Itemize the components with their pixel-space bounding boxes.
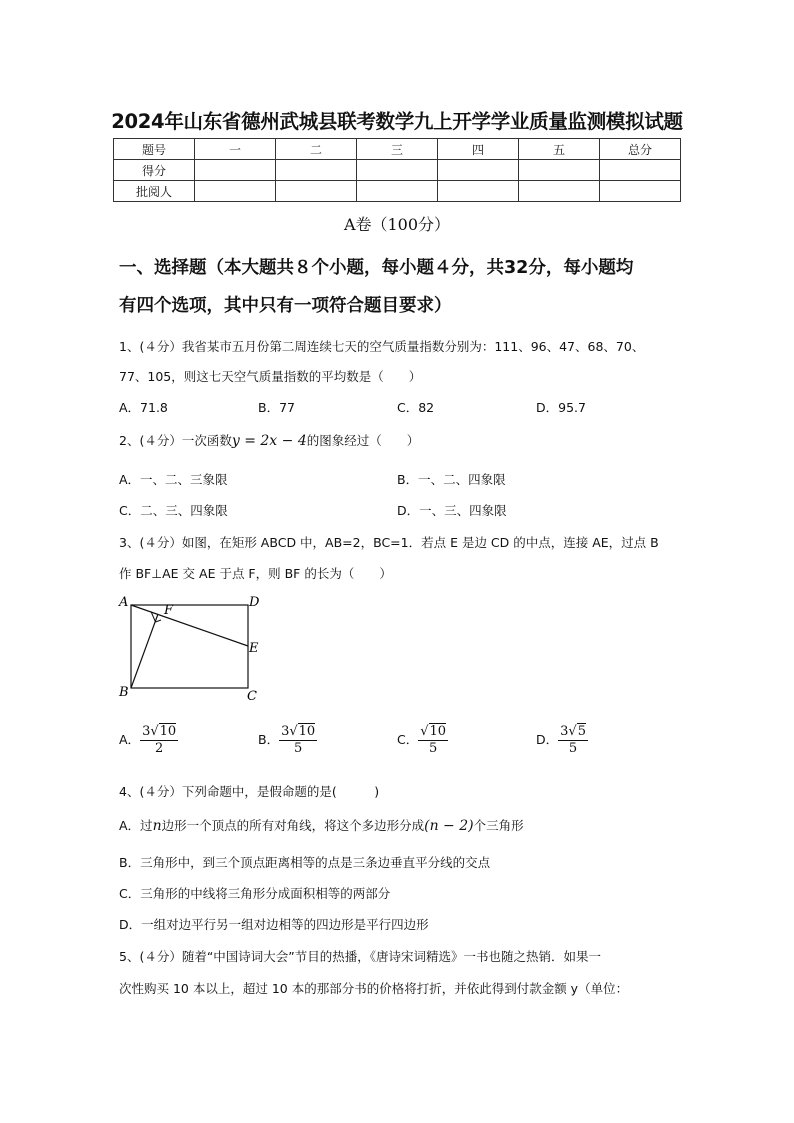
q1-stem-line1: 1、(４分）我省某市五月份第二周连续七天的空气质量指数分别为：111、96、47、68、70、: [119, 339, 645, 354]
radicand: 10: [298, 724, 316, 739]
denominator: 5: [568, 741, 578, 756]
denominator: 5: [429, 741, 438, 756]
q4-option-a-expr: (n − 2): [424, 818, 474, 834]
fraction: [558, 724, 588, 757]
radicand: 10: [159, 724, 177, 739]
score-cell: [600, 181, 681, 202]
q4-option-a-mid: 边形一个顶点的所有对角线，将这个多边形分成: [161, 818, 425, 833]
option-letter: B．: [258, 732, 280, 747]
point-label-c: C: [247, 689, 257, 704]
coefficient: 3: [560, 724, 569, 739]
q5-stem-line2: 次性购买 10 本以上，超过 10 本的那部分书的价格将打折，并依此得到付款金额 y（单位：: [119, 981, 629, 996]
rectangle-abcd: [131, 605, 248, 688]
q3-stem-line2: 作 BF⊥AE 交 AE 于点 F，则 BF 的长为（ ）: [119, 566, 392, 581]
numerator: 3√10: [281, 724, 316, 739]
q1-option-d: D．95.7: [536, 400, 586, 415]
q4-option-a-var: n: [152, 818, 162, 834]
point-label-e: E: [249, 641, 259, 656]
score-cell: [195, 181, 276, 202]
score-table: [113, 138, 681, 202]
q4-option-b: B．三角形中，到三个顶点距离相等的点是三条边垂直平分线的交点: [119, 855, 491, 870]
point-label-b: B: [119, 685, 129, 700]
q2-stem: [119, 431, 419, 449]
table-header-cell: 一: [195, 139, 276, 160]
option-letter: A．: [119, 732, 141, 747]
table-header-cell: 四: [438, 139, 519, 160]
q1-option-c: C．82: [397, 400, 435, 415]
score-cell: [519, 160, 600, 181]
numerator: √10: [420, 724, 447, 739]
coefficient: 3: [281, 724, 290, 739]
q3-option-a: [119, 724, 178, 757]
q2-option-b: B．一、二、四象限: [397, 472, 506, 487]
q2-option-a: A．一、二、三象限: [119, 472, 228, 487]
score-cell: [357, 181, 438, 202]
fraction: [279, 724, 317, 757]
rectangle-figure: [113, 592, 273, 704]
score-cell: [357, 160, 438, 181]
q4-option-d: D．一组对边平行另一组对边相等的四边形是平行四边形: [119, 917, 429, 932]
q4-stem: 4、(４分）下列命题中，是假命题的是( ): [119, 784, 380, 799]
score-cell: [519, 181, 600, 202]
table-header-cell: 二: [276, 139, 357, 160]
q2-option-c: C．二、三、四象限: [119, 503, 228, 518]
table-header-cell: 三: [357, 139, 438, 160]
q2-prefix: 2、(４分）一次函数: [119, 433, 232, 448]
q1-option-b: B．77: [258, 400, 295, 415]
coefficient: 3: [142, 724, 151, 739]
point-label-d: D: [249, 595, 260, 610]
fraction: [140, 724, 178, 757]
point-label-f: F: [164, 603, 174, 618]
fraction: [418, 724, 448, 757]
q2-suffix: 的图象经过（ ）: [306, 433, 420, 448]
q2-option-d: D．一、三、四象限: [397, 503, 507, 518]
q2-formula: y = 2x − 4: [231, 433, 307, 449]
page-title: 2024年山东省德州武城县联考数学九上开学学业质量监测模拟试题: [111, 110, 683, 133]
score-cell: [438, 181, 519, 202]
point-label-a: A: [119, 595, 129, 610]
table-row: [114, 160, 681, 181]
q4-option-a: [119, 816, 524, 834]
q3-option-b: [258, 724, 317, 757]
score-cell: [276, 181, 357, 202]
denominator: 2: [154, 741, 164, 756]
score-cell: [276, 160, 357, 181]
q4-option-a-suffix: 个三角形: [473, 818, 524, 833]
q3-stem-line1: 3、(４分）如图，在矩形 ABCD 中，AB=2，BC=1．若点 E 是边 CD 的中点，连接 AE，过点 B: [119, 535, 659, 550]
table-row: [114, 181, 681, 202]
q5-stem-line1: 5、(４分）随着“中国诗词大会”节目的热播，《唐诗宋词精选》一书也随之热销．如果一: [119, 949, 602, 964]
q3-option-c: [397, 724, 448, 757]
q4-option-c: C．三角形的中线将三角形分成面积相等的两部分: [119, 886, 391, 901]
q3-option-d: [536, 724, 588, 757]
numerator: 3√10: [142, 724, 177, 739]
part1-heading-line1: 一、选择题（本大题共８个小题，每小题４分，共32分，每小题均: [119, 258, 634, 278]
section-a-title: A卷（100分）: [343, 215, 451, 234]
score-cell: [600, 160, 681, 181]
radicand: 5: [577, 724, 586, 739]
score-cell: [195, 160, 276, 181]
option-letter: D．: [536, 732, 559, 747]
part1-heading-line2: 有四个选项，其中只有一项符合题目要求）: [119, 296, 452, 316]
table-header-cell: 题号: [114, 139, 195, 160]
table-header-cell: 五: [519, 139, 600, 160]
numerator: 3√5: [560, 724, 586, 739]
table-row-label: 得分: [114, 160, 195, 181]
table-row-label: 批阅人: [114, 181, 195, 202]
q1-option-a: A．71.8: [119, 400, 168, 415]
option-letter: C．: [397, 732, 419, 747]
q1-stem-line2: 77、105，则这七天空气质量指数的平均数是（ ）: [119, 369, 422, 384]
segment-bf: [131, 614, 158, 688]
score-cell: [438, 160, 519, 181]
q4-option-a-prefix: A．过: [119, 818, 153, 833]
denominator: 5: [294, 741, 303, 756]
radicand: 10: [429, 724, 447, 739]
table-row: [114, 139, 681, 160]
table-header-cell: 总分: [600, 139, 681, 160]
